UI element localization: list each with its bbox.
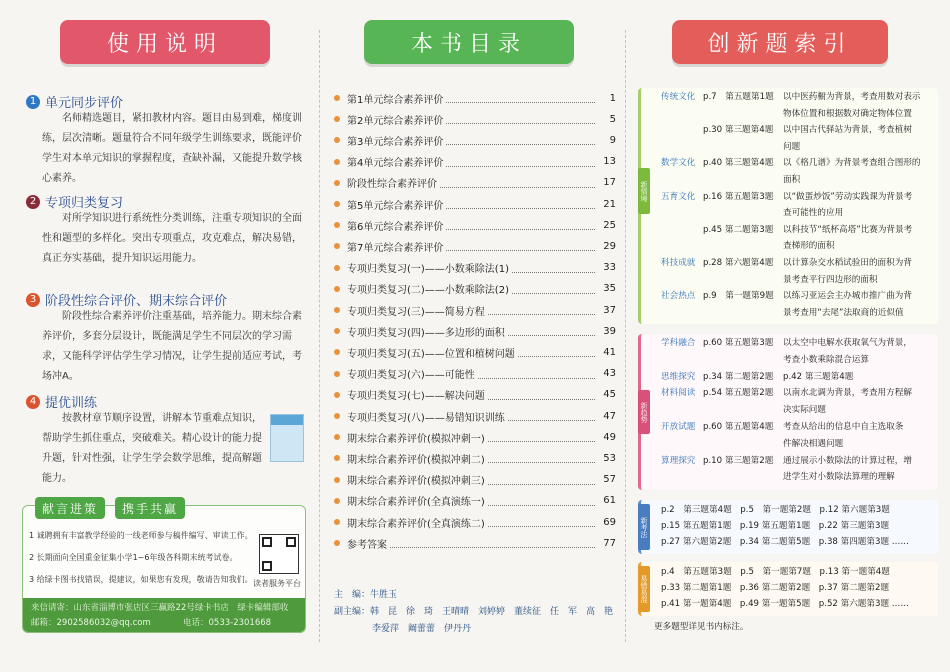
index-reference: p.7 第五题第1题 xyxy=(703,92,774,102)
index-reference: p.60 第五题第4题 xyxy=(703,422,774,432)
toc-item[interactable] xyxy=(334,280,616,298)
toc-leader-dots xyxy=(512,284,595,294)
toc-item[interactable] xyxy=(334,153,616,171)
toc-item[interactable] xyxy=(334,195,616,213)
toc-leader-dots xyxy=(488,305,595,315)
index-line: p.41 第一题第4题 p.49 第一题第5题 p.52 第六题第3题 …… xyxy=(661,599,909,609)
index-line: p.4 第五题第3题 p.5 第一题第7题 p.13 第一题第4题 xyxy=(661,567,890,577)
toc-item-page: 9 xyxy=(609,134,616,146)
toc-item[interactable] xyxy=(334,237,616,255)
toc-banner: 本书目录 xyxy=(364,20,574,64)
toc-item[interactable] xyxy=(334,110,616,128)
email: 邮箱：2902586032@qq.com xyxy=(31,618,151,628)
column-divider xyxy=(319,30,320,642)
toc-item-page: 25 xyxy=(603,219,616,231)
toc-bullet-icon xyxy=(334,392,340,398)
toc-item-page: 13 xyxy=(603,156,616,168)
section-3-title: 阶段性综合评价、期末综合评价 xyxy=(45,294,228,309)
toc-item-page: 53 xyxy=(603,452,616,464)
index-description: 以中国古代驿站为背景，考查植树 xyxy=(783,125,912,136)
index-description: 以计算杂交水稻试验田的面积为背 xyxy=(783,258,912,268)
index-description: 考查从给出的信息中自主选取条 xyxy=(783,422,904,432)
index-description: 通过展示小数除法的计算过程，增 xyxy=(783,455,912,466)
toc-item-label: 期末综合素养评价(模拟冲刺一) xyxy=(347,433,485,445)
toc-item-page: 17 xyxy=(603,177,616,189)
feedback-panel xyxy=(22,501,306,633)
index-line: p.33 第二题第1题 p.36 第二题第2题 p.37 第二题第2题 xyxy=(661,583,890,593)
feedback-tag-1: 献言进策 xyxy=(35,497,105,519)
book-cover-image xyxy=(270,414,304,462)
index-category: 学科融合 xyxy=(661,338,696,348)
toc-bullet-icon xyxy=(334,371,340,377)
toc-item[interactable] xyxy=(334,343,616,361)
toc-item[interactable] xyxy=(334,449,616,467)
toc-bullet-icon xyxy=(334,265,340,271)
toc-bullet-icon xyxy=(334,286,340,292)
index-reference: p.10 第三题第2题 xyxy=(703,455,774,466)
index-category: 算理探究 xyxy=(661,455,696,466)
section-1-text: 名师精选题目，紧扣教材内容。题目由易到难，梯度训练，层次清晰。题量符合不同年级学生训练要求，既能评价学生对本单元知识的掌握程度，查缺补漏，又能提升数学核心素养。 xyxy=(42,113,302,184)
toc-item-label: 期末综合素养评价(模拟冲刺二) xyxy=(347,454,485,466)
usage-banner: 使用说明 xyxy=(60,20,270,64)
toc-leader-dots xyxy=(488,432,595,442)
index-description: 以科技节“纸杯高塔”比赛为背景考 xyxy=(783,224,913,235)
column-divider xyxy=(625,30,626,642)
new-method-group xyxy=(638,500,938,554)
index-category: 材料阅读 xyxy=(661,388,696,399)
phone: 电话：0533-2301668 xyxy=(183,618,272,628)
usage-instructions-column xyxy=(0,0,318,672)
toc-bullet-icon xyxy=(334,498,340,504)
index-description: 查可能性的应用 xyxy=(783,208,844,219)
index-description: 考查小数乘除混合运算 xyxy=(783,354,869,365)
section-2-title: 专项归类复习 xyxy=(45,196,124,211)
section-1-number: 1 xyxy=(26,95,40,109)
toc-leader-dots xyxy=(488,475,595,485)
toc-bullet-icon xyxy=(334,349,340,355)
toc-item-label: 专项归类复习(三)——简易方程 xyxy=(347,306,485,318)
toc-leader-dots xyxy=(478,369,595,379)
toc-item-page: 33 xyxy=(603,262,616,274)
new-method-tag: 新考法 xyxy=(638,504,650,550)
toc-leader-dots xyxy=(446,220,595,230)
index-category: 传统文化 xyxy=(661,92,696,102)
toc-item-page: 49 xyxy=(603,431,616,443)
index-banner: 创新题索引 xyxy=(672,20,888,64)
index-description: 以《格几谱》为背景考查组合图形的 xyxy=(783,158,921,169)
toc-bullet-icon xyxy=(334,328,340,334)
index-reference: p.45 第二题第3题 xyxy=(703,224,774,235)
toc-leader-dots xyxy=(512,263,595,273)
toc-item[interactable] xyxy=(334,131,616,149)
toc-leader-dots xyxy=(518,347,595,357)
toc-bullet-icon xyxy=(334,413,340,419)
index-reference: p.28 第六题第4题 xyxy=(703,258,774,268)
more-note: 更多题型详见书内标注。 xyxy=(654,622,749,632)
toc-item-page: 69 xyxy=(603,516,616,528)
toc-item-page: 21 xyxy=(603,198,616,210)
toc-item[interactable] xyxy=(334,259,616,277)
new-context-group xyxy=(638,88,938,324)
toc-item-label: 专项归类复习(六)——可能性 xyxy=(347,370,475,382)
toc-item[interactable] xyxy=(334,365,616,383)
toc-item-label: 第4单元综合素养评价 xyxy=(347,158,444,170)
toc-item-page: 47 xyxy=(603,410,616,422)
toc-item[interactable] xyxy=(334,534,616,552)
index-line: p.27 第六题第2题 p.34 第二题第5题 p.38 第四题第3题 …… xyxy=(661,537,909,547)
toc-bullet-icon xyxy=(334,159,340,165)
index-description: p.42 第三题第4题 xyxy=(783,371,854,382)
toc-item[interactable] xyxy=(334,407,616,425)
toc-leader-dots xyxy=(446,135,595,145)
toc-bullet-icon xyxy=(334,477,340,483)
index-reference: p.30 第三题第4题 xyxy=(703,125,774,136)
toc-item-label: 专项归类复习(二)——小数乘除法(2) xyxy=(347,285,509,297)
section-4-number: 4 xyxy=(26,395,40,409)
toc-bullet-icon xyxy=(334,137,340,143)
toc-item-label: 第1单元综合素养评价 xyxy=(347,94,444,106)
toc-bullet-icon xyxy=(334,434,340,440)
toc-bullet-icon xyxy=(334,180,340,186)
toc-item-label: 专项归类复习(一)——小数乘除法(1) xyxy=(347,264,509,276)
toc-item-label: 参考答案 xyxy=(347,539,387,551)
toc-bullet-icon xyxy=(334,243,340,249)
qr-code[interactable] xyxy=(259,534,299,574)
toc-item-page: 5 xyxy=(609,113,616,125)
new-context-tag: 新情境 xyxy=(638,168,650,214)
toc-item[interactable] xyxy=(334,322,616,340)
index-reference: p.60 第五题第3题 xyxy=(703,338,774,348)
index-reference: p.40 第三题第4题 xyxy=(703,158,774,169)
toc-item-label: 专项归类复习(四)——多边形的面积 xyxy=(347,327,505,339)
toc-item[interactable] xyxy=(334,492,616,510)
section-4-title: 提优训练 xyxy=(45,396,98,411)
toc-item[interactable] xyxy=(334,89,616,107)
toc-item-label: 第7单元综合素养评价 xyxy=(347,242,444,254)
index-line: p.15 第五题第1题 p.19 第五题第1题 p.22 第三题第3题 xyxy=(661,521,890,531)
index-category: 社会热点 xyxy=(661,291,696,302)
toc-item-label: 期末综合素养评价(全真演练二) xyxy=(347,518,485,530)
toc-bullet-icon xyxy=(334,201,340,207)
index-description: 面积 xyxy=(783,175,801,185)
toc-item-page: 39 xyxy=(603,325,616,337)
toc-leader-dots xyxy=(446,93,595,103)
mail-address: 来信请寄：山东省淄博市张店区三赢路22号绿卡书店 绿卡编辑部收 xyxy=(31,603,289,613)
feedback-tag-2: 携手共赢 xyxy=(115,497,185,519)
toc-item-label: 期末综合素养评价(全真演练一) xyxy=(347,497,485,509)
contact-footer xyxy=(23,598,305,632)
index-description: 以中医药橱为背景，考查用数对表示 xyxy=(783,92,921,102)
toc-leader-dots xyxy=(446,199,595,209)
toc-item[interactable] xyxy=(334,471,616,489)
innovation-index-column xyxy=(628,0,950,672)
table-of-contents-column xyxy=(322,0,622,672)
toc-leader-dots xyxy=(440,178,595,188)
toc-leader-dots xyxy=(390,538,595,548)
toc-item-label: 第2单元综合素养评价 xyxy=(347,115,444,127)
chief-editor: 主 编：牛胜玉 xyxy=(334,590,398,600)
index-reference: p.34 第二题第2题 xyxy=(703,371,774,382)
toc-item[interactable] xyxy=(334,174,616,192)
toc-bullet-icon xyxy=(334,455,340,461)
index-description: 以练习亚运会主办城市推广曲为背 xyxy=(783,291,912,302)
section-3-number: 3 xyxy=(26,293,40,307)
feedback-item: 2 长期面向全国重金征集小学1~6年级各科期末统考试卷。 xyxy=(29,553,238,562)
toc-leader-dots xyxy=(488,453,595,463)
toc-leader-dots xyxy=(488,390,595,400)
index-description: 件解决相遇问题 xyxy=(783,438,844,449)
index-description: 景考查平行四边形的面积 xyxy=(783,274,878,285)
toc-item-label: 第5单元综合素养评价 xyxy=(347,200,444,212)
deputy-editors: 副主编：韩 昆 徐 琦 王晴晴 刘婷婷 董续征 任 军 高 艳 xyxy=(334,607,614,617)
toc-leader-dots xyxy=(508,326,595,336)
section-1-title: 单元同步评价 xyxy=(45,96,124,111)
toc-item[interactable] xyxy=(334,301,616,319)
toc-item-label: 第6单元综合素养评价 xyxy=(347,221,444,233)
section-4-text: 按教材章节顺序设置，讲解本节重难点知识，帮助学生抓住重点，突破难关。精心设计的能力提升题，针对性强，让学生学会数学思维，提高解题能力。 xyxy=(42,413,262,484)
toc-item-page: 57 xyxy=(603,474,616,486)
toc-item-label: 专项归类复习(五)——位置和植树问题 xyxy=(347,348,515,360)
index-description: 物体位置和根据数对确定物体位置 xyxy=(783,108,912,119)
toc-leader-dots xyxy=(488,517,595,527)
toc-item-page: 1 xyxy=(609,92,616,104)
toc-bullet-icon xyxy=(334,519,340,525)
index-line: p.2 第三题第4题 p.5 第一题第2题 p.12 第六题第3题 xyxy=(661,505,890,515)
toc-item[interactable] xyxy=(334,513,616,531)
toc-item[interactable] xyxy=(334,386,616,404)
toc-bullet-icon xyxy=(334,95,340,101)
toc-bullet-icon xyxy=(334,307,340,313)
toc-leader-dots xyxy=(488,496,595,506)
index-description: 查梯形的面积 xyxy=(783,241,835,252)
toc-item-label: 期末综合素养评价(模拟冲刺三) xyxy=(347,476,485,488)
feedback-item: 3 给绿卡图书找错误，提建议，如果您有发现，敬请告知我们。 xyxy=(29,575,253,584)
index-description: 问题 xyxy=(783,141,801,152)
deputy-editors-cont: 李爱萍 阚蕾蕾 伊丹丹 xyxy=(372,624,472,634)
toc-leader-dots xyxy=(446,114,595,124)
toc-item-page: 43 xyxy=(603,368,616,380)
index-description: 以南水北调为背景，考查用方程解 xyxy=(783,388,912,399)
error-prone-tag: 易错易混 xyxy=(638,566,650,612)
index-description: 以太空中电解水获取氧气为背景， xyxy=(783,338,912,348)
section-2-number: 2 xyxy=(26,195,40,209)
index-description: 景考查用“去尾”法取商的近似值 xyxy=(783,307,904,318)
toc-item-label: 阶段性综合素养评价 xyxy=(347,179,437,191)
toc-item-page: 41 xyxy=(603,346,616,358)
toc-item-page: 29 xyxy=(603,240,616,252)
toc-bullet-icon xyxy=(334,222,340,228)
index-description: 以“做蛋炒饭”劳动实践课为背景考 xyxy=(783,191,913,202)
section-2-text: 对所学知识进行系统性分类训练，注重专项知识的全面性和题型的多样化。突出专项重点，攻克难点，解决易错，真正夯实基础，提升知识运用能力。 xyxy=(42,213,302,264)
toc-item[interactable] xyxy=(334,216,616,234)
qr-label: 读者服务平台 xyxy=(253,579,301,588)
index-category: 思维探究 xyxy=(661,371,696,382)
toc-leader-dots xyxy=(508,411,595,421)
toc-bullet-icon xyxy=(334,540,340,546)
index-reference: p.9 第一题第9题 xyxy=(703,291,774,302)
toc-item-page: 61 xyxy=(603,495,616,507)
toc-item-label: 专项归类复习(八)——易错知识训练 xyxy=(347,412,505,424)
toc-item-page: 37 xyxy=(603,304,616,316)
new-trend-tag: 新趋势 xyxy=(638,390,650,434)
toc-bullet-icon xyxy=(334,116,340,122)
toc-item-page: 45 xyxy=(603,389,616,401)
index-category: 科技成就 xyxy=(661,258,696,268)
toc-item-page: 77 xyxy=(603,537,616,549)
index-category: 五育文化 xyxy=(661,191,696,202)
toc-leader-dots xyxy=(446,157,595,167)
error-prone-group xyxy=(638,562,938,616)
new-trend-group xyxy=(638,334,938,490)
index-category: 数学文化 xyxy=(661,158,696,169)
toc-item[interactable] xyxy=(334,428,616,446)
index-description: 决实际问题 xyxy=(783,405,826,416)
section-3-text: 阶段性综合素养评价注重基础，培养能力。期末综合素养评价，多套分层设计，既能满足学生不同层次的学习需求，又能科学评估学生学习情况，让学生提前适应考试，考场冲A。 xyxy=(42,311,302,382)
feedback-item: 1 诚聘拥有丰富教学经验的一线老师参与稿件编写、审读工作。 xyxy=(29,531,253,540)
index-reference: p.54 第五题第2题 xyxy=(703,388,774,399)
index-category: 开放试题 xyxy=(661,422,696,432)
index-reference: p.16 第五题第3题 xyxy=(703,191,774,202)
toc-item-label: 专项归类复习(七)——解决问题 xyxy=(347,391,485,403)
toc-item-page: 35 xyxy=(603,283,616,295)
index-description: 进学生对小数除法算理的理解 xyxy=(783,472,895,483)
toc-item-label: 第3单元综合素养评价 xyxy=(347,136,444,148)
toc-leader-dots xyxy=(446,241,595,251)
